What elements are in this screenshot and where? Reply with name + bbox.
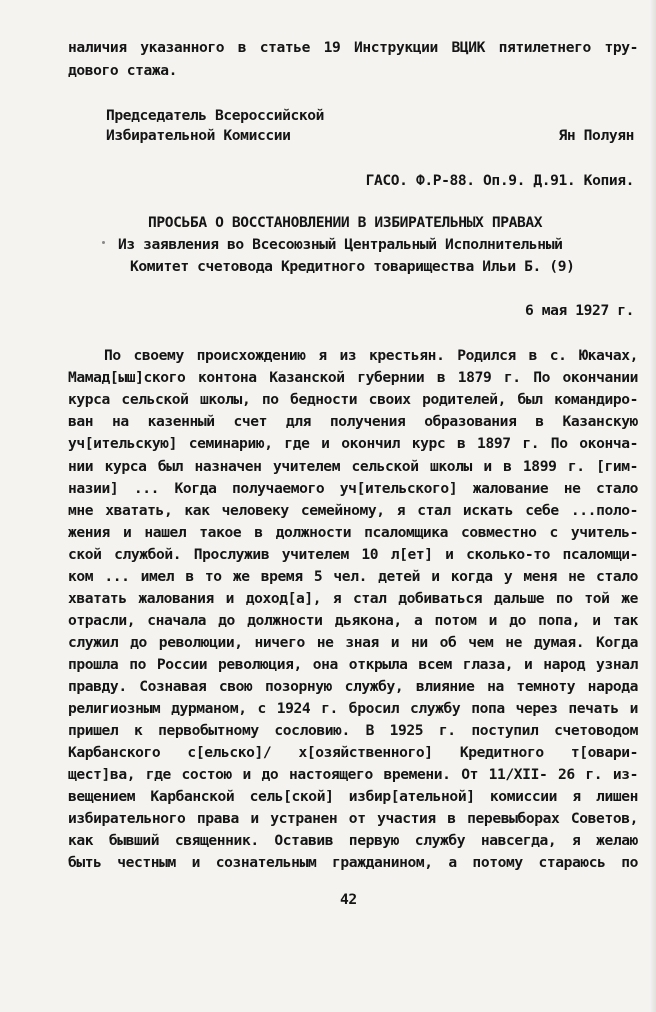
body-line-19: Карбанского с[ельско]/ х[озяйственного] Кредитного т[овари- xyxy=(68,744,638,761)
body-line-12: хватать жалования и доход[а], я стал добиваться дальше по той же xyxy=(68,590,638,607)
body-line-1: По своему происхождению я из крестьян. Родился в с. Юкачах, xyxy=(104,347,638,364)
body-line-8: мне хватать, как человеку семейному, я стал искать себе ...поло- xyxy=(68,502,638,519)
opening-line-1: наличия указанного в статье 19 Инструкции ВЦИК пятилетнего тру- xyxy=(68,39,638,56)
body-line-11: ком ... имел в то же время 5 чел. детей и когда у меня не стало xyxy=(68,568,638,585)
body-line-5: уч[ительскую] семинарию, где и окончил курс в 1897 г. По оконча- xyxy=(68,435,638,452)
body-line-14: служил до революции, ничего не зная и ни об чем не думая. Когда xyxy=(68,634,638,651)
signature-name: Ян Полуян xyxy=(558,127,634,144)
body-line-7: назии] ... Когда получаемого уч[ительского] жалование не стало xyxy=(68,480,638,497)
body-line-3: курса сельской школы, по бедности своих родителей, был командиро- xyxy=(68,391,638,408)
document-date: 6 мая 1927 г. xyxy=(524,302,634,319)
signature-title-line-2: Избирательной Комиссии xyxy=(106,127,291,144)
signature-title-line-1: Председатель Всероссийской xyxy=(106,107,325,124)
body-line-6: нии курса был назначен учителем сельской школы и в 1899 г. [гим- xyxy=(68,458,638,475)
body-line-13: отрасли, сначала до должности дьякона, а потом и до попа, и так xyxy=(68,612,638,629)
body-line-23: как бывший священник. Оставив первую службу навсегда, я желаю xyxy=(68,832,638,849)
body-line-4: ван на казенный счет для получения образования в Казанскую xyxy=(68,413,638,430)
archive-reference: ГАСО. Ф.Р-88. Оп.9. Д.91. Копия. xyxy=(365,172,634,189)
body-line-22: избирательного права и устранен от участия в перевыборах Советов, xyxy=(68,810,638,827)
body-line-15: прошла по России революция, она открыла всем глаза, и народ узнал xyxy=(68,656,638,673)
body-line-24: быть честным и сознательным гражданином, а потому стараюсь по xyxy=(68,854,638,871)
document-heading: ПРОСЬБА О ВОССТАНОВЛЕНИИ В ИЗБИРАТЕЛЬНЫХ ПРАВАХ xyxy=(148,214,543,231)
body-line-2: Мамад[ыш]ского контона Казанской губернии в 1879 г. По окончании xyxy=(68,369,638,386)
body-line-16: правду. Сознавая свою позорную службу, влияние на темноту народа xyxy=(68,678,638,695)
page-edge-shadow xyxy=(650,0,656,1012)
scan-speck xyxy=(102,241,105,244)
heading-subtitle-line-2: Комитет счетовода Кредитного товарищества Ильи Б. (9) xyxy=(130,258,575,275)
heading-subtitle-line-1: Из заявления во Всесоюзный Центральный Исполнительный xyxy=(118,236,563,253)
opening-line-2: дового стажа. xyxy=(68,62,178,79)
body-line-18: пришел к первобытному сословию. В 1925 г. поступил счетоводом xyxy=(68,722,638,739)
body-line-20: щест]ва, где состою и до настоящего времени. От 11/XII- 26 г. из- xyxy=(68,766,638,783)
body-line-21: вещением Карбанской сель[ской] избир[ательной] комиссии я лишен xyxy=(68,788,638,805)
body-line-9: жения и нашел такое в должности псаломщика совместно с учитель- xyxy=(68,524,638,541)
body-line-10: ской службой. Прослужив учителем 10 л[ет] и сколько-то псаломщи- xyxy=(68,546,638,563)
page-number: 42 xyxy=(340,891,357,908)
body-line-17: религиозным дурманом, с 1924 г. бросил службу попа через печать и xyxy=(68,700,638,717)
